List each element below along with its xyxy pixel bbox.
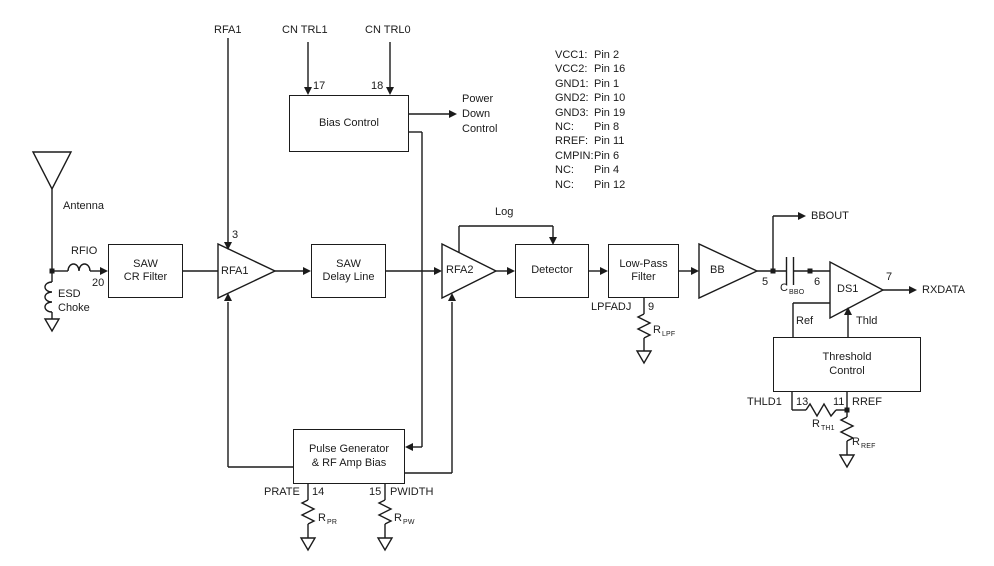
pulse-generator-block [293,429,405,484]
saw-delay-line-block [311,244,386,298]
bias-control-block [289,95,409,152]
lpf-label-line2: Filter [631,271,656,283]
pin-list-row: GND1: Pin 1 [555,77,620,90]
prate-label: PRATE [264,486,300,498]
thld-wire [844,307,852,337]
detector-label: Detector [531,264,573,277]
r-ref-label: $R_{REF}$ [852,436,876,450]
lpfadj-label: LPFADJ [591,301,632,313]
cntrl1-wire [304,42,312,95]
r-th1-label: $R_{TH1}$ [812,418,835,432]
pin-6: 6 [814,276,821,288]
esd-choke-label: ESD Choke [58,288,90,314]
thld-label: Thld [856,315,878,327]
bbout-label: BBOUT [811,210,849,222]
pin-list-row: NC: Pin 4 [555,164,620,177]
pin-9: 9 [648,301,655,313]
low-pass-filter-block [608,244,679,298]
ground-icon [637,351,651,363]
bbout-wire [773,212,806,271]
junction-dot [808,269,813,274]
saw-cr-filter-label-line1: SAW [133,257,158,270]
pin-list-row: GND3: Pin 19 [555,106,626,119]
detector-block [515,244,589,298]
bb-triangle [699,244,757,298]
lpf-label-line1: Low-Pass [619,257,668,270]
rref-label: RREF [852,396,882,408]
power-down-control-label: Power Down Control [462,93,498,135]
r-pw-label: $R_{PW}$ [394,512,415,526]
r-lpf-label: $R_{LPF}$ [653,324,676,338]
bb-amp-label: BB [710,264,725,276]
pin-list-row: GND2: Pin 10 [555,92,626,105]
pin-18: 18 [371,80,384,92]
ground-icon [301,538,315,550]
pin-7: 7 [886,271,893,283]
rfa2-amp-label: RFA2 [446,264,474,276]
rfa1-amp-label: RFA1 [221,265,249,277]
pin-11: 11 [833,396,845,408]
pin-15: 15 [369,486,382,498]
junction-dot [771,269,776,274]
threshold-control-block [773,337,921,392]
rfio-inductor-icon [52,264,108,275]
pin-list-row: CMPIN:Pin 6 [555,149,620,162]
pin-20: 20 [92,277,105,289]
pin-17: 17 [313,80,326,92]
pin-13: 13 [796,396,809,408]
pulse-gen-label-line1: Pulse Generator [308,443,390,455]
ref-label: Ref [796,315,814,327]
pin-list-row: VCC1: Pin 2 [555,49,620,61]
pin-list-row: NC: Pin 12 [555,178,626,191]
cntrl1-label: CN TRL1 [282,24,328,36]
log-label: Log [495,206,514,218]
rfio-label: RFIO [71,245,98,257]
pwidth-label: PWIDTH [390,486,434,498]
bias-to-pulsegen-wire [405,132,422,451]
saw-delay-label-line2: Delay Line [322,271,375,283]
saw-delay-label-line1: SAW [336,257,361,270]
ground-icon [840,455,854,467]
threshold-label-line1: Threshold [822,351,872,363]
pulsegen-to-rfa1-wire [224,293,293,467]
cntrl0-label: CN TRL0 [365,24,411,36]
pulse-gen-label-line2: & RF Amp Bias [311,456,387,469]
c-bbo-label: $C_{BBO}$ [780,282,805,296]
thld1-label: THLD1 [747,396,782,408]
capacitor-icon [787,257,794,285]
pin-list-row: RREF: Pin 11 [555,135,625,148]
saw-cr-filter-block [108,244,183,298]
antenna-label: Antenna [63,200,104,212]
threshold-label-line2: Control [829,364,865,377]
power-down-wire [409,110,457,118]
rfa1-pin3-wire [224,38,232,250]
ds1-amp-label: DS1 [837,283,859,295]
ground-icon [45,319,59,331]
bias-control-label: Bias Control [319,116,379,129]
pin-assignment-list [555,48,625,192]
rfa1-top-label: RFA1 [214,24,242,36]
cntrl0-wire [386,42,394,95]
esd-choke-icon [45,271,52,319]
pin-5: 5 [762,276,769,288]
r-pr-label: $R_{PR}$ [318,512,338,526]
saw-cr-filter-label-line2: CR Filter [123,271,168,283]
pin-list-row: VCC2: Pin 16 [555,63,626,76]
pin-14: 14 [312,486,325,498]
ground-icon [378,538,392,550]
rxdata-label: RXDATA [922,284,965,296]
pin-list-row: NC: Pin 8 [555,121,620,134]
pin-3: 3 [232,229,239,241]
rxdata-wire [883,286,917,294]
